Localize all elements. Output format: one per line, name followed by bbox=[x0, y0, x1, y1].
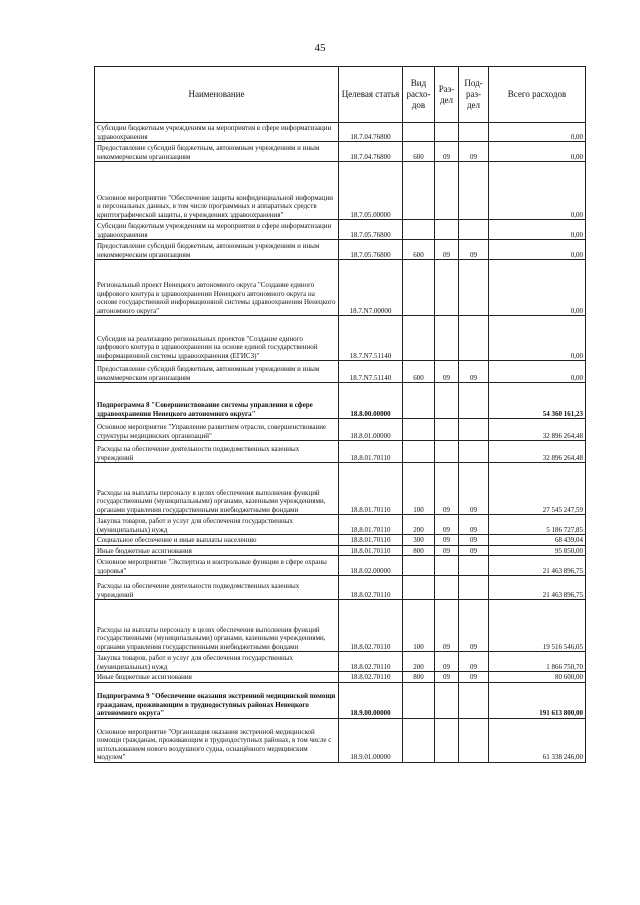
row-target-code: 18.8.01.70110 bbox=[339, 515, 403, 535]
row-name: Субсидии бюджетным учреждениям на мероприятия в сфере информатизации здравоохранения bbox=[95, 220, 339, 240]
row-razdel bbox=[435, 682, 459, 718]
row-vid: 600 bbox=[403, 142, 435, 162]
row-podrazdel bbox=[459, 718, 489, 762]
row-vid: 300 bbox=[403, 535, 435, 546]
row-vid: 600 bbox=[403, 361, 435, 383]
row-target-code: 18.9.00.00000 bbox=[339, 682, 403, 718]
header-target: Целевая статья bbox=[339, 67, 403, 123]
row-vid bbox=[403, 682, 435, 718]
row-vid: 800 bbox=[403, 545, 435, 556]
row-sum: 1 866 750,70 bbox=[489, 652, 586, 672]
row-vid: 600 bbox=[403, 240, 435, 260]
row-sum: 21 463 896,75 bbox=[489, 576, 586, 600]
table-row bbox=[95, 672, 586, 683]
row-podrazdel bbox=[459, 162, 489, 220]
header-razdel: Раз-дел bbox=[435, 67, 459, 123]
row-sum: 0,00 bbox=[489, 162, 586, 220]
table-row bbox=[95, 545, 586, 556]
row-target-code: 18.7.N7.00000 bbox=[339, 260, 403, 316]
row-target-code: 18.8.02.70110 bbox=[339, 600, 403, 652]
header-podrazdel: Под-раз-дел bbox=[459, 67, 489, 123]
row-target-code: 18.8.02.70110 bbox=[339, 672, 403, 683]
page-number: 45 bbox=[314, 42, 326, 54]
row-target-code: 18.7.05.76800 bbox=[339, 220, 403, 240]
row-razdel: 09 bbox=[435, 672, 459, 683]
row-name: Субсидии бюджетным учреждениям на мероприятия в сфере информатизации здравоохранения bbox=[95, 123, 339, 142]
row-sum: 80 600,00 bbox=[489, 672, 586, 683]
row-sum: 68 439,04 bbox=[489, 535, 586, 546]
row-razdel: 09 bbox=[435, 463, 459, 515]
row-vid bbox=[403, 162, 435, 220]
row-name: Основное мероприятие "Управление развитием отрасли, совершенствование структуры медицинских организаций" bbox=[95, 419, 339, 441]
table-row bbox=[95, 383, 586, 419]
table-row bbox=[95, 441, 586, 463]
row-podrazdel bbox=[459, 419, 489, 441]
row-razdel: 09 bbox=[435, 545, 459, 556]
row-vid bbox=[403, 576, 435, 600]
row-target-code: 18.7.05.76800 bbox=[339, 240, 403, 260]
row-vid bbox=[403, 220, 435, 240]
row-podrazdel: 09 bbox=[459, 672, 489, 683]
row-target-code: 18.8.01.00000 bbox=[339, 419, 403, 441]
row-razdel bbox=[435, 718, 459, 762]
row-podrazdel: 09 bbox=[459, 142, 489, 162]
row-name: Расходы на обеспечение деятельности подведомственных казенных учреждений bbox=[95, 441, 339, 463]
row-podrazdel: 09 bbox=[459, 545, 489, 556]
row-podrazdel: 09 bbox=[459, 652, 489, 672]
row-sum: 54 360 161,23 bbox=[489, 383, 586, 419]
row-sum: 21 463 896,75 bbox=[489, 556, 586, 576]
row-vid bbox=[403, 383, 435, 419]
row-target-code: 18.7.04.76800 bbox=[339, 142, 403, 162]
table-row bbox=[95, 535, 586, 546]
table-row bbox=[95, 419, 586, 441]
row-target-code: 18.8.01.70110 bbox=[339, 441, 403, 463]
row-vid bbox=[403, 419, 435, 441]
row-name: Расходы на выплаты персоналу в целях обеспечения выполнения функций государственными (муниципальными) органами, казенными учреждениями, органами управления государственными внебюджетными фондами bbox=[95, 600, 339, 652]
table-header-row bbox=[95, 67, 586, 123]
row-target-code: 18.8.02.00000 bbox=[339, 556, 403, 576]
table-row bbox=[95, 600, 586, 652]
table-row bbox=[95, 142, 586, 162]
row-vid: 200 bbox=[403, 652, 435, 672]
table-row bbox=[95, 463, 586, 515]
row-podrazdel bbox=[459, 576, 489, 600]
row-target-code: 18.8.00.00000 bbox=[339, 383, 403, 419]
row-razdel: 09 bbox=[435, 515, 459, 535]
header-vid: Вид расхо-дов bbox=[403, 67, 435, 123]
row-name: Закупка товаров, работ и услуг для обеспечения государственных (муниципальных) нужд bbox=[95, 515, 339, 535]
row-name: Основное мероприятие "Организация оказания экстренной медицинской помощи гражданам, проживающим в труднодоступных районах, в том числе с использованием нового воздушного судна, оснащённого медицинским модулем" bbox=[95, 718, 339, 762]
table-row bbox=[95, 682, 586, 718]
row-razdel bbox=[435, 260, 459, 316]
row-vid: 100 bbox=[403, 600, 435, 652]
row-sum: 5 186 727,85 bbox=[489, 515, 586, 535]
row-name: Иные бюджетные ассигнования bbox=[95, 545, 339, 556]
table-row bbox=[95, 361, 586, 383]
row-razdel: 09 bbox=[435, 535, 459, 546]
row-target-code: 18.8.02.70110 bbox=[339, 652, 403, 672]
row-sum: 27 545 247,59 bbox=[489, 463, 586, 515]
row-vid bbox=[403, 718, 435, 762]
row-name: Социальное обеспечение и иные выплаты населению bbox=[95, 535, 339, 546]
row-razdel bbox=[435, 576, 459, 600]
row-podrazdel: 09 bbox=[459, 361, 489, 383]
row-podrazdel bbox=[459, 682, 489, 718]
row-sum: 0,00 bbox=[489, 240, 586, 260]
row-name: Предоставление субсидий бюджетным, автономным учреждениям и иным некоммерческим организациям bbox=[95, 361, 339, 383]
row-target-code: 18.9.01.00000 bbox=[339, 718, 403, 762]
row-podrazdel: 09 bbox=[459, 463, 489, 515]
row-target-code: 18.7.05.00000 bbox=[339, 162, 403, 220]
row-target-code: 18.7.N7.51140 bbox=[339, 361, 403, 383]
row-sum: 95 850,00 bbox=[489, 545, 586, 556]
table-row bbox=[95, 652, 586, 672]
row-target-code: 18.7.04.76800 bbox=[339, 123, 403, 142]
row-sum: 0,00 bbox=[489, 260, 586, 316]
row-sum: 19 516 546,05 bbox=[489, 600, 586, 652]
row-podrazdel bbox=[459, 556, 489, 576]
row-name: Субсидия на реализацию региональных проектов "Создание единого цифрового контура в здравоохранении на основе единой государственной информационной системы здравоохранения (ЕГИСЗ)" bbox=[95, 316, 339, 361]
row-podrazdel: 09 bbox=[459, 535, 489, 546]
row-target-code: 18.8.01.70110 bbox=[339, 535, 403, 546]
row-vid: 200 bbox=[403, 515, 435, 535]
table-row bbox=[95, 240, 586, 260]
row-podrazdel bbox=[459, 441, 489, 463]
row-target-code: 18.8.01.70110 bbox=[339, 463, 403, 515]
row-sum: 0,00 bbox=[489, 361, 586, 383]
row-name: Закупка товаров, работ и услуг для обеспечения государственных (муниципальных) нужд bbox=[95, 652, 339, 672]
row-podrazdel: 09 bbox=[459, 515, 489, 535]
table-row bbox=[95, 515, 586, 535]
row-vid: 800 bbox=[403, 672, 435, 683]
row-podrazdel bbox=[459, 383, 489, 419]
row-podrazdel bbox=[459, 260, 489, 316]
table-row bbox=[95, 576, 586, 600]
row-sum: 32 896 264,48 bbox=[489, 441, 586, 463]
table-row bbox=[95, 316, 586, 361]
row-razdel: 09 bbox=[435, 652, 459, 672]
row-razdel: 09 bbox=[435, 361, 459, 383]
row-target-code: 18.8.01.70110 bbox=[339, 545, 403, 556]
row-sum: 32 896 264,48 bbox=[489, 419, 586, 441]
row-vid bbox=[403, 316, 435, 361]
row-name: Подпрограмма 8 "Совершенствование системы управления в сфере здравоохранения Ненецкого автономного округа" bbox=[95, 383, 339, 419]
row-razdel bbox=[435, 220, 459, 240]
row-razdel bbox=[435, 419, 459, 441]
header-name: Наименование bbox=[95, 67, 339, 123]
table-row bbox=[95, 260, 586, 316]
row-razdel: 09 bbox=[435, 240, 459, 260]
row-sum: 0,00 bbox=[489, 220, 586, 240]
row-podrazdel: 09 bbox=[459, 240, 489, 260]
row-sum: 0,00 bbox=[489, 142, 586, 162]
row-name: Предоставление субсидий бюджетным, автономным учреждениям и иным некоммерческим организациям bbox=[95, 240, 339, 260]
table-row bbox=[95, 718, 586, 762]
row-podrazdel: 09 bbox=[459, 600, 489, 652]
row-name: Предоставление субсидий бюджетным, автономным учреждениям и иным некоммерческим организациям bbox=[95, 142, 339, 162]
row-vid bbox=[403, 441, 435, 463]
row-razdel bbox=[435, 123, 459, 142]
row-razdel bbox=[435, 383, 459, 419]
row-target-code: 18.7.N7.51140 bbox=[339, 316, 403, 361]
row-podrazdel bbox=[459, 316, 489, 361]
row-razdel bbox=[435, 162, 459, 220]
row-sum: 0,00 bbox=[489, 123, 586, 142]
table-row bbox=[95, 220, 586, 240]
row-vid bbox=[403, 123, 435, 142]
row-name: Расходы на выплаты персоналу в целях обеспечения выполнения функций государственными (муниципальными) органами, казенными учреждениями, органами управления государственными внебюджетными фондами bbox=[95, 463, 339, 515]
row-target-code: 18.8.02.70110 bbox=[339, 576, 403, 600]
header-total: Всего расходов bbox=[489, 67, 586, 123]
row-vid bbox=[403, 260, 435, 316]
budget-table bbox=[94, 66, 586, 763]
row-name: Иные бюджетные ассигнования bbox=[95, 672, 339, 683]
table-row bbox=[95, 162, 586, 220]
row-name: Подпрограмма 9 "Обеспечение оказания экстренной медицинской помощи гражданам, проживающим в труднодоступных районах Ненецкого автономного округа" bbox=[95, 682, 339, 718]
row-name: Основное мероприятие "Экспертиза и контрольные функции в сфере охраны здоровья" bbox=[95, 556, 339, 576]
row-sum: 0,00 bbox=[489, 316, 586, 361]
row-vid bbox=[403, 556, 435, 576]
row-sum: 61 338 246,00 bbox=[489, 718, 586, 762]
table-row bbox=[95, 123, 586, 142]
row-name: Расходы на обеспечение деятельности подведомственных казенных учреждений bbox=[95, 576, 339, 600]
row-podrazdel bbox=[459, 123, 489, 142]
table-row bbox=[95, 556, 586, 576]
row-razdel bbox=[435, 441, 459, 463]
row-name: Региональный проект Ненецкого автономного округа "Создание единого цифрового контура в здравоохранении Ненецкого автономного округа на основе государственной информационной системы здравоохранения Ненецкого автономного округа" bbox=[95, 260, 339, 316]
row-razdel: 09 bbox=[435, 600, 459, 652]
row-razdel bbox=[435, 316, 459, 361]
row-razdel bbox=[435, 556, 459, 576]
row-sum: 191 613 800,00 bbox=[489, 682, 586, 718]
row-razdel: 09 bbox=[435, 142, 459, 162]
row-name: Основное мероприятие "Обеспечение защиты конфиденциальной информации и персональных данных, в том числе программных и аппаратных средств криптографической защиты, в учреждениях здравоохранения" bbox=[95, 162, 339, 220]
row-podrazdel bbox=[459, 220, 489, 240]
row-vid: 100 bbox=[403, 463, 435, 515]
table-body bbox=[95, 123, 586, 763]
